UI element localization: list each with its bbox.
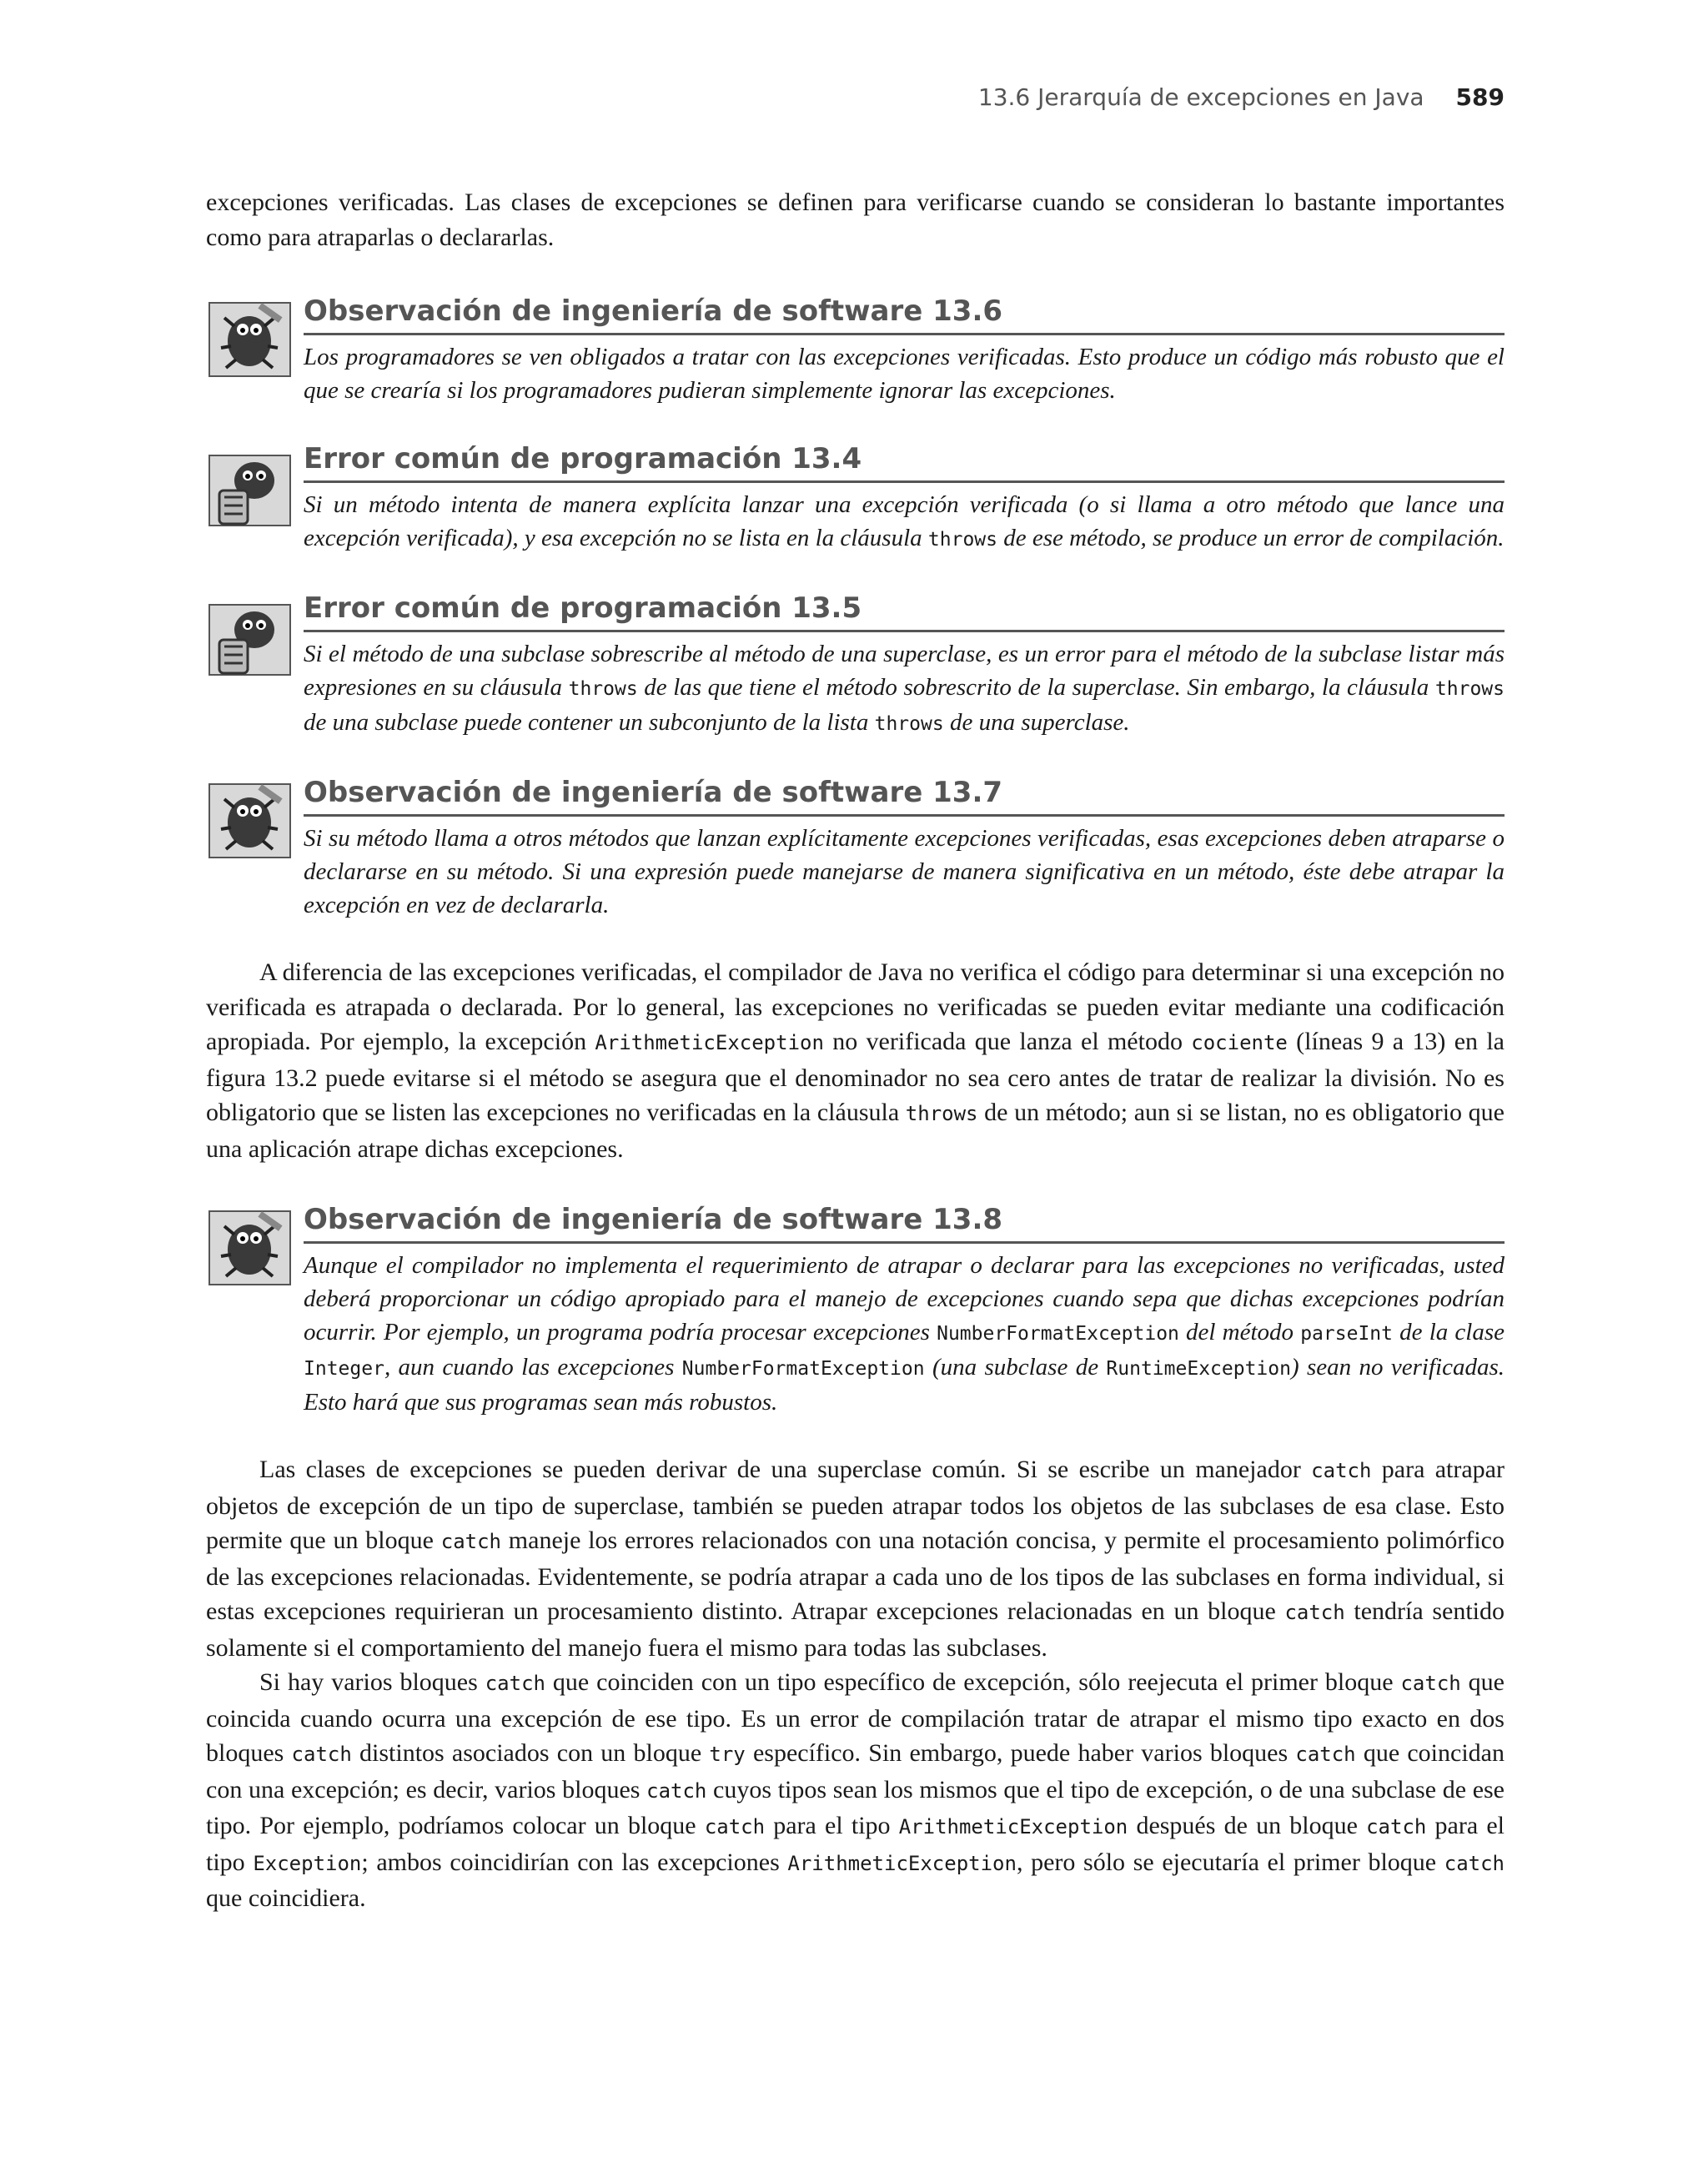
bug-wrench-icon [206,298,294,381]
tip-box-seo-13-6 [206,293,1505,407]
box-text: Si un método intenta de manera explícita lanzar una excepción verificada (o si llama a otro método que lance una excepción verificada), y esa excepción no se lista en la cláusula throws de ese método, se produce un error de compilación. [304,491,1505,551]
bug-wrench-icon [206,779,294,863]
error-box-13-4 [206,440,1505,556]
page-number: 589 [1455,83,1505,111]
box-title: Observación de ingeniería de software 13.8 [304,1201,1505,1244]
box-title: Observación de ingeniería de software 13.7 [304,774,1505,817]
error-box-13-5 [206,590,1505,741]
section-title: 13.6 Jerarquía de excepciones en Java [977,83,1424,111]
tip-box-seo-13-8 [206,1201,1505,1419]
box-title: Observación de ingeniería de software 13.6 [304,293,1505,335]
body-paragraph-1: A diferencia de las excepciones verificadas, el compilador de Java no verifica el código para determinar si una excepción no verificada es atrapada o declarada. Por lo general, las excepciones no verificadas se pueden evitar mediante una codificación apropiada. Por ejemplo, la excepción ArithmeticException no verificada que lanza el método cociente (líneas 9 a 13) en la figura 13.2 puede evitarse si el método se asegura que el denominador no sea cero antes de tratar de realizar la división. No es obligatorio que se listen las excepciones no verificadas en la cláusula throws de un método; aun si se listan, no es obligatorio que una aplicación atrape dichas excepciones. [206,958,1505,1163]
page-body [206,185,1505,1916]
bug-thumbs-down-icon [206,447,294,531]
bug-thumbs-down-icon [206,596,294,680]
box-text: Los programadores se ven obligados a tratar con las excepciones verificadas. Esto produce un código más robusto que el que se crearía si los programadores pudieran simplemente ignorar las excepciones. [304,344,1505,404]
tip-box-seo-13-7 [206,774,1505,922]
body-paragraph-2: Las clases de excepciones se pueden derivar de una superclase común. Si se escribe un manejador catch para atrapar objetos de excepción de un tipo de superclase, también se pueden atrapar todos los objetos de las subclases de esa clase. Esto permite que un bloque catch maneje los errores relacionados con una notación concisa, y permite el procesamiento polimórfico de las excepciones relacionadas. Evidentemente, se podría atrapar a cada uno de los tipos de las subclases en forma individual, si estas excepciones requirieran un procesamiento distinto. Atrapar excepciones relacionadas en un bloque catch tendría sentido solamente si el comportamiento del manejo fuera el mismo para todas las subclases. [206,1456,1505,1662]
running-header [206,83,1505,111]
intro-paragraph: excepciones verificadas. Las clases de excepciones se definen para verificarse cuando se consideran lo bastante importantes como para atraparlas o declararlas. [206,189,1505,251]
box-text: Si su método llama a otros métodos que lanzan explícitamente excepciones verificadas, esas excepciones deben atraparse o declararse en su método. Si una expresión puede manejarse de manera significativa en un método, éste debe atrapar la excepción en vez de declararla. [304,825,1505,918]
box-title: Error común de programación 13.4 [304,440,1505,483]
box-title: Error común de programación 13.5 [304,590,1505,632]
bug-wrench-icon [206,1206,294,1290]
body-paragraph-3: Si hay varios bloques catch que coinciden con un tipo específico de excepción, sólo reejecuta el primer bloque catch que coincida cuando ocurra una excepción de ese tipo. Es un error de compilación tratar de atrapar el mismo tipo exacto en dos bloques catch distintos asociados con un bloque try específico. Sin embargo, puede haber varios bloques catch que coincidan con una excepción; es decir, varios bloques catch cuyos tipos sean los mismos que el tipo de excepción, o de una subclase de ese tipo. Por ejemplo, podríamos colocar un bloque catch para el tipo ArithmeticException después de un bloque catch para el tipo Exception; ambos coincidirían con las excepciones ArithmeticException, pero sólo se ejecutaría el primer bloque catch que coincidiera. [206,1668,1505,1912]
box-text: Aunque el compilador no implementa el requerimiento de atrapar o declarar para las excepciones no verificadas, usted deberá proporcionar un código apropiado para el manejo de excepciones cuando sepa que dichas excepciones podrían ocurrir. Por ejemplo, un programa podría procesar excepciones NumberFormatException del método parseInt de la clase Integer, aun cuando las excepciones NumberFormatException (una subclase de RuntimeException) sean no verificadas. Esto hará que sus programas sean más robustos. [304,1252,1505,1416]
box-text: Si el método de una subclase sobrescribe al método de una superclase, es un error para el método de la subclase listar más expresiones en su cláusula throws de las que tiene el método sobrescrito de la superclase. Sin embargo, la cláusula throws de una subclase puede contener un subconjunto de la lista throws de una superclase. [304,641,1505,736]
